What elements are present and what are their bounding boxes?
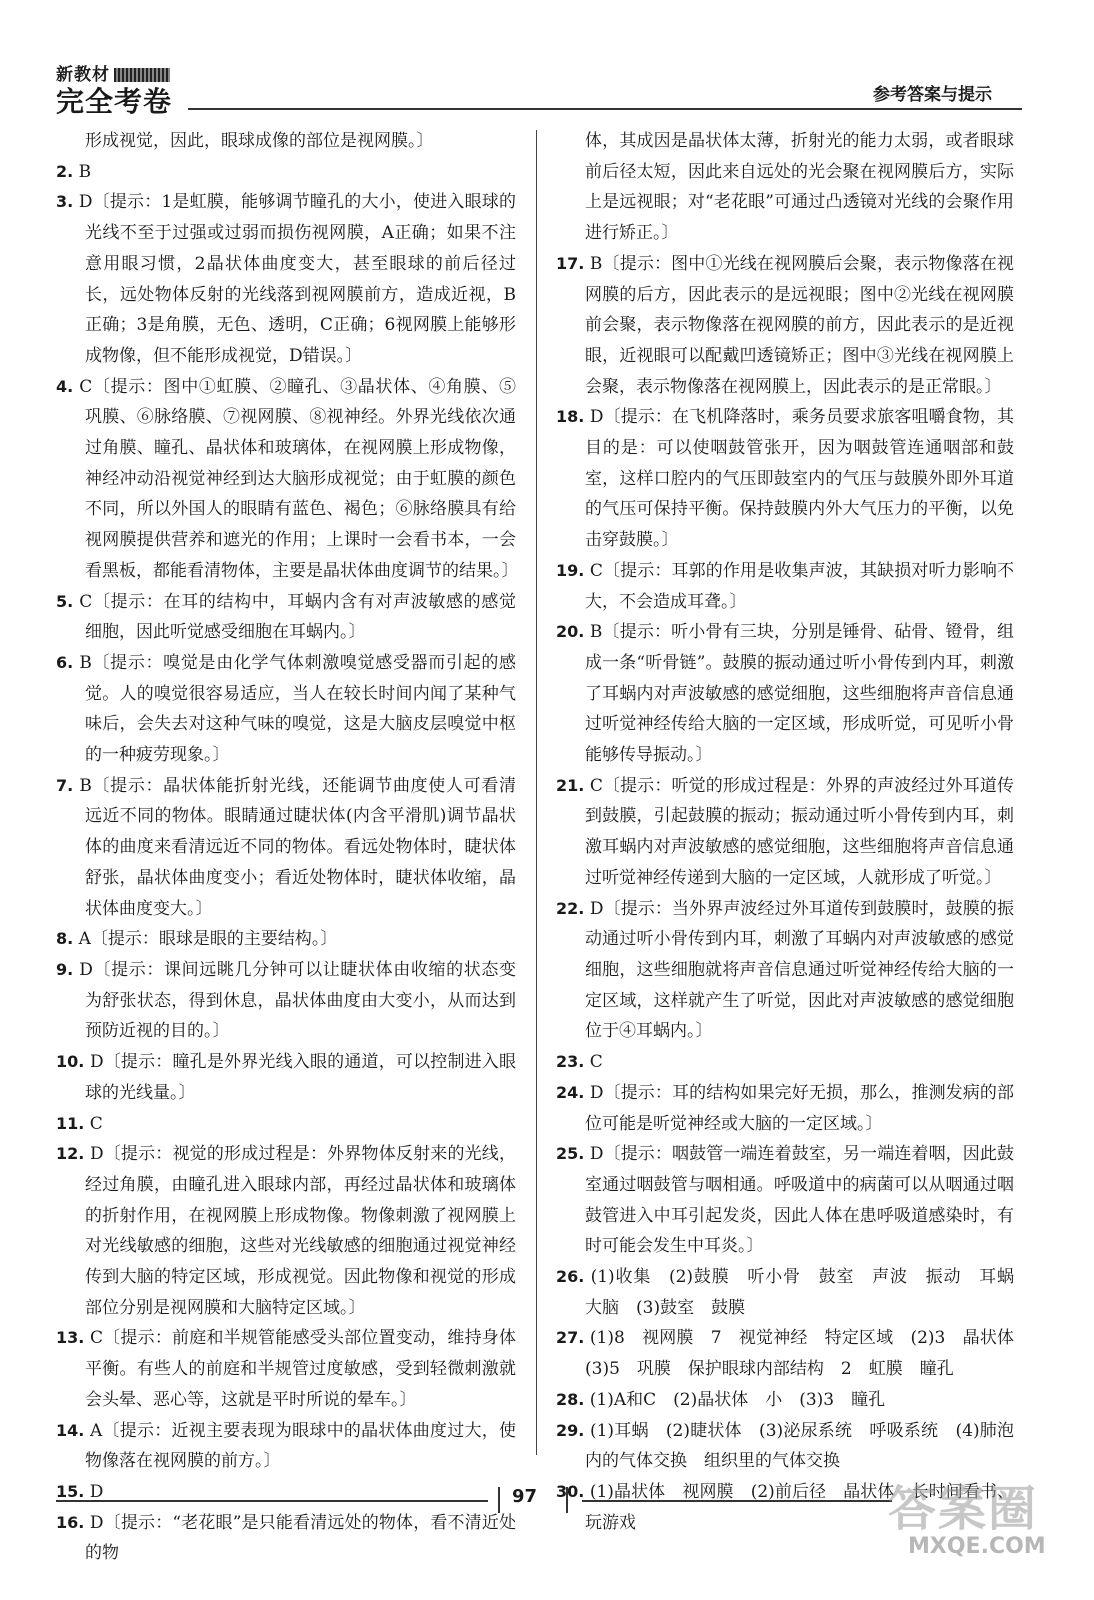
- answer-number: 8.: [56, 929, 74, 949]
- answer-number: 27.: [556, 1328, 585, 1348]
- answer-number: 28.: [556, 1389, 585, 1409]
- answer-text: D〔提示：在飞机降落时，乘务员要求旅客咀嚼食物，其目的是：可以使咽鼓管张开，因为咽鼓管连通咽部和鼓室，这样口腔内的气压即鼓室内的气压与鼓膜外即外耳道的气压可保持平衡。保持鼓膜内外大气压力的平衡，以免击穿鼓膜。〕: [585, 407, 1014, 551]
- answer-text: D〔提示：咽鼓管一端连着鼓室，另一端连着咽，因此鼓室通过咽鼓管与咽相通。呼吸道中的病菌可以从咽通过咽鼓管进入中耳引起发炎，因此人体在患呼吸道感染时，有时可能会发生中耳炎。〕: [585, 1144, 1014, 1257]
- answer-text: D〔提示：当外界声波经过外耳道传到鼓膜时，鼓膜的振动通过听小骨传到内耳，刺激了耳蜗内对声波敏感的感觉细胞，这些细胞就将声音信息通过听觉神经传给大脑的一定区域，这样就产生了听觉，因此对声波敏感的感觉细胞位于④耳蜗内。〕: [585, 898, 1014, 1042]
- answer-number: 13.: [56, 1328, 85, 1348]
- brand-name: 完全考卷: [56, 85, 173, 118]
- watermark-url: MXQE.COM: [908, 1534, 1046, 1559]
- answer-number: 20.: [556, 622, 585, 642]
- answer-item: [56, 157, 516, 188]
- answer-item: [56, 1508, 516, 1569]
- answer-item: [56, 924, 516, 955]
- brand-top-text: 新教材: [56, 65, 110, 85]
- answer-text: B: [78, 161, 92, 182]
- answer-text: B〔提示：嗅觉是由化学气体刺激嗅觉感受器而引起的感觉。人的嗅觉很容易适应，当人在较长时间内闻了某种气味后，会失去对这种气味的嗅觉，这是大脑皮层嗅觉中枢的一种疲劳现象。〕: [79, 652, 517, 766]
- answer-item: [56, 1323, 516, 1415]
- answer-item: [56, 955, 516, 1047]
- header-rule: [188, 108, 1022, 110]
- answer-text: C〔提示：耳郭的作用是收集声波，其缺损对听力影响不大，不会造成耳聋。〕: [585, 560, 1015, 612]
- answer-text: C〔提示：图中①虹膜、②瞳孔、③晶状体、④角膜、⑤巩膜、⑥脉络膜、⑦视网膜、⑧视神经。外界光线依次通过角膜、瞳孔、晶状体和玻璃体，在视网膜上形成物像，神经冲动沿视觉神经到达大脑形成视觉；由于虹膜的颜色不同，所以外国人的眼睛有蓝色、褐色；⑥脉络膜具有给视网膜提供营养和遮光的作用；上课时一会看书本，一会看黑板，都能看清物体，主要是晶状体曲度调节的结果。〕: [79, 376, 519, 581]
- page-number: 97: [512, 1486, 538, 1507]
- answer-item: [56, 1477, 516, 1508]
- answer-text: B〔提示：晶状体能折射光线，还能调节曲度使人可看清远近不同的物体。眼睛通过睫状体(内含平滑肌)调节晶状体的曲度来看清远近不同的物体。看远处物体时，睫状体舒张，晶状体曲度变小；看近处物体时，睫状体收缩，晶状体曲度变大。〕: [79, 775, 517, 919]
- answer-item: [56, 587, 516, 648]
- section-title: 参考答案与提示: [873, 85, 992, 105]
- answer-text: C: [589, 1052, 603, 1073]
- footer-bar-left: [498, 1487, 500, 1513]
- answer-text: D〔提示：“老花眼”是只能看清远处的物体，看不清近处的物: [85, 1512, 517, 1564]
- answer-item: [556, 1139, 1014, 1262]
- answer-number: 24.: [556, 1082, 585, 1102]
- watermark-logo: [882, 1470, 1062, 1570]
- answer-text: D〔提示：1是虹膜，能够调节瞳孔的大小，使进入眼球的光线不至于过强或过弱而损伤视网膜，A正确；如果不注意用眼习惯，2晶状体曲度变大，甚至眼球的前后径过长，远处物体反射的光线落到视网膜前方，造成近视，B正确；3是角膜，无色、透明，C正确；6视网膜上能够形成物像，但不能形成视觉，D错误。〕: [78, 192, 516, 366]
- answer-number: 26.: [556, 1267, 585, 1287]
- answer-number: 23.: [556, 1052, 585, 1072]
- answer-item: [56, 1139, 516, 1323]
- answer-number: 30.: [556, 1481, 585, 1501]
- answer-item: [556, 1047, 1014, 1078]
- answer-text: (1)耳蜗 (2)睫状体 (3)泌尿系统 呼吸系统 (4)肺泡内的气体交换 组织里的气体交换: [585, 1420, 1014, 1472]
- answer-text: D: [89, 1481, 104, 1502]
- answer-continuation: 体，其成因是晶状体太薄，折射光的能力太弱，或者眼球前后径太短，因此来自远处的光会聚在视网膜后方，实际上是远视眼；对“老花眼”可通过凸透镜对光线的会聚作用进行矫正。〕: [585, 131, 1014, 244]
- answer-number: 21.: [556, 775, 585, 795]
- answer-number: 22.: [556, 898, 585, 918]
- answer-number: 7.: [56, 775, 74, 795]
- answer-text: A〔提示：眼球是眼的主要结构。〕: [78, 929, 338, 950]
- answer-number: 5.: [56, 591, 74, 611]
- answer-number: 17.: [556, 253, 585, 273]
- answer-item: [556, 402, 1014, 556]
- answer-number: 11.: [56, 1113, 85, 1133]
- answer-text: B〔提示：图中①光线在视网膜后会聚，表示物像落在视网膜的后方，因此表示的是远视眼；图中②光线在视网膜前会聚，表示物像落在视网膜的前方，因此表示的是近视眼，近视眼可以配戴凹透镜矫正；图中③光线在视网膜上会聚，表示物像落在视网膜上，因此表示的是正常眼。〕: [585, 253, 1014, 397]
- answer-item: [556, 1385, 1014, 1416]
- answer-text: D〔提示：课间远眺几分钟可以让睫状体由收缩的状态变为舒张状态，得到休息，晶状体曲度由大变小，从而达到预防近视的目的。〕: [79, 959, 516, 1042]
- answer-text: C〔提示：前庭和半规管能感受头部位置变动，维持身体平衡。有些人的前庭和半规管过度敏感，受到轻微刺激就会头晕、恶心等，这就是平时所说的晕车。〕: [85, 1328, 516, 1410]
- answer-item: [56, 1416, 516, 1477]
- answer-text: (1)晶状体 视网膜 (2)前后径 晶状体 长时间看书、玩游戏: [585, 1481, 1014, 1533]
- answer-number: 6.: [56, 652, 74, 672]
- answer-item: [56, 1047, 516, 1108]
- answer-item: [556, 556, 1014, 617]
- answer-item: [556, 617, 1014, 771]
- answer-number: 14.: [56, 1420, 85, 1440]
- answer-item: [56, 187, 516, 371]
- answer-continuation: 形成视觉，因此，眼球成像的部位是视网膜。〕: [85, 131, 434, 151]
- answer-text: C: [89, 1113, 103, 1134]
- answer-item: [56, 771, 516, 925]
- answer-number: 18.: [556, 407, 585, 427]
- answer-text: (1)收集 (2)鼓膜 听小骨 鼓室 声波 振动 耳蜗 大脑 (3)鼓室 鼓膜: [585, 1267, 1031, 1318]
- column-divider: [536, 130, 537, 1455]
- footer-rule-left: [56, 1500, 488, 1502]
- answer-text: (1)A和C (2)晶状体 小 (3)3 瞳孔: [589, 1389, 886, 1410]
- footer-rule-right: [582, 1500, 892, 1502]
- answer-number: 15.: [56, 1481, 85, 1501]
- answers-right-column: [556, 126, 1031, 1538]
- answer-item: [556, 894, 1014, 1048]
- answer-text: D〔提示：瞳孔是外界光线入眼的通道，可以控制进入眼球的光线量。〕: [85, 1052, 516, 1103]
- page-header: [56, 56, 1022, 116]
- answer-item: [556, 1416, 1014, 1477]
- answer-number: 3.: [56, 192, 74, 212]
- answer-number: 12.: [56, 1144, 85, 1164]
- answer-number: 4.: [56, 376, 74, 396]
- answers-left-column: [56, 126, 519, 1569]
- answer-text: C〔提示：在耳的结构中，耳蜗内含有对声波敏感的感觉细胞，因此听觉感受细胞在耳蜗内。〕: [79, 591, 516, 643]
- answer-text: D〔提示：视觉的形成过程是：外界物体反射来的光线，经过角膜，由瞳孔进入眼球内部，再经过晶状体和玻璃体的折射作用，在视网膜上形成物像。物像刺激了视网膜上对光线敏感的细胞，这些对光线敏感的细胞通过视觉神经传到大脑的特定区域，形成视觉。因此物像和视觉的形成部位分别是视网膜和大脑特定区域。〕: [85, 1144, 516, 1318]
- answer-item: [556, 1078, 1014, 1139]
- answer-item: [556, 771, 1014, 894]
- answer-number: 10.: [56, 1052, 85, 1072]
- answer-number: 9.: [56, 959, 74, 979]
- answer-number: 29.: [556, 1420, 585, 1440]
- answer-item: [56, 648, 516, 771]
- footer-bar-right: [566, 1487, 568, 1513]
- watermark-logo-text: 答案圈: [888, 1481, 1039, 1537]
- answer-item: [556, 249, 1014, 403]
- answer-number: 2.: [56, 161, 74, 181]
- answer-text: A〔提示：近视主要表现为眼球中的晶状体曲度过大，使物像落在视网膜的前方。〕: [85, 1420, 517, 1472]
- answer-item: [556, 1323, 1031, 1384]
- answer-item: [56, 1109, 516, 1140]
- answer-text: (1)8 视网膜 7 视觉神经 特定区域 (2)3 晶状体 (3)5 巩膜 保护眼球内部结构 2 虹膜 瞳孔: [585, 1328, 1031, 1380]
- answer-text: B〔提示：听小骨有三块，分别是锤骨、砧骨、镫骨，组成一条“听骨链”。鼓膜的振动通过听小骨传到内耳，刺激了耳蜗内对声波敏感的感觉细胞，这些细胞将声音信息通过听觉神经传给大脑的一定区域，形成听觉，可见听小骨能够传导振动。〕: [585, 622, 1014, 766]
- answer-number: 16.: [56, 1512, 85, 1532]
- answer-number: 25.: [556, 1144, 585, 1164]
- answer-text: D〔提示：耳的结构如果完好无损，那么，推测发病的部位可能是听觉神经或大脑的一定区域。〕: [585, 1082, 1014, 1134]
- answer-item: [556, 1262, 1031, 1323]
- answer-number: 19.: [556, 560, 585, 580]
- answer-item: [56, 372, 519, 587]
- answer-text: C〔提示：听觉的形成过程是：外界的声波经过外耳道传到鼓膜，引起鼓膜的振动；振动通过听小骨传到内耳，刺激耳蜗内对声波敏感的感觉细胞，这些细胞将声音信息通过听觉神经传递到大脑的一定区域，人就形成了听觉。〕: [585, 775, 1015, 888]
